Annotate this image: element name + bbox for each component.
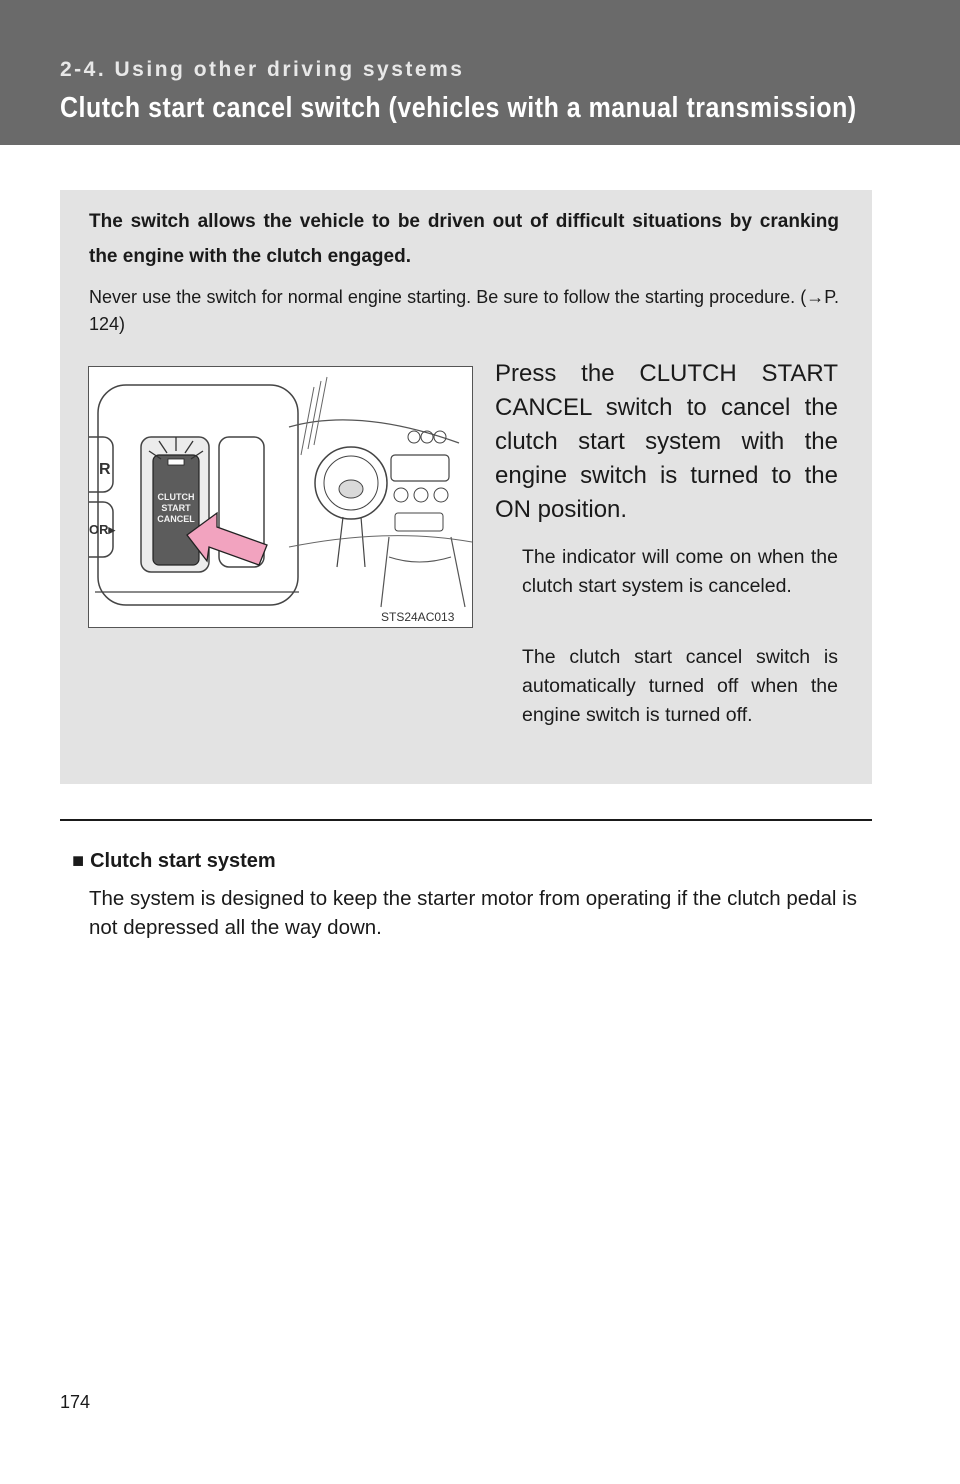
figure-code: STS24AC013 <box>381 610 455 624</box>
usage-caution: Never use the switch for normal engine starting. Be sure to follow the starting procedure. (→P. 124) <box>89 287 839 334</box>
side-mark-or: OR▸ <box>89 522 116 537</box>
switch-illustration <box>88 366 473 628</box>
center-console <box>381 537 465 607</box>
console-tray <box>389 557 451 562</box>
gauge-1 <box>408 431 420 443</box>
center-stack-display <box>391 455 449 481</box>
switch-panel <box>395 513 443 531</box>
intro-statement: The switch allows the vehicle to be driven out of difficult situations by cranking the engine with the clutch engaged. <box>89 211 839 267</box>
switch-label-line-2: START <box>161 503 191 513</box>
operation-instruction: Press the CLUTCH START CANCEL switch to cancel the clutch start system with the engine switch is turned to the ON position. <box>495 360 838 523</box>
info-box <box>60 190 872 784</box>
dash-top-line <box>289 420 459 443</box>
side-mark-r: R <box>99 461 111 478</box>
switch-label-line-3: CANCEL <box>157 514 195 524</box>
note-bullet: ■ <box>72 850 85 872</box>
auto-off-note: The clutch start cancel switch is automatically turned off when the engine switch is turned off. <box>522 646 838 726</box>
steering-hub <box>339 480 363 498</box>
section-label: 2-4. Using other driving systems <box>60 58 465 81</box>
page-title: Clutch start cancel switch (vehicles with a manual transmission) <box>60 92 857 124</box>
section-divider <box>60 819 872 821</box>
dashboard-drawing <box>89 367 472 627</box>
page-number: 174 <box>60 1392 91 1412</box>
note-body: The system is designed to keep the starter motor from operating if the clutch pedal is not depressed all the way down. <box>89 887 857 939</box>
hvac-knob-right <box>434 488 448 502</box>
dash-lower-line <box>289 536 472 547</box>
windshield-pillar <box>301 377 327 455</box>
chapter-header <box>0 0 960 145</box>
note-title: Clutch start system <box>90 850 276 872</box>
hvac-knob-mid <box>414 488 428 502</box>
steering-column <box>337 517 365 567</box>
indicator-light <box>168 459 184 465</box>
indicator-note: The indicator will come on when the clutch start system is canceled. <box>522 546 838 597</box>
note-heading <box>72 848 276 874</box>
hvac-knob-left <box>394 488 408 502</box>
switch-label-line-1: CLUTCH <box>157 492 195 502</box>
